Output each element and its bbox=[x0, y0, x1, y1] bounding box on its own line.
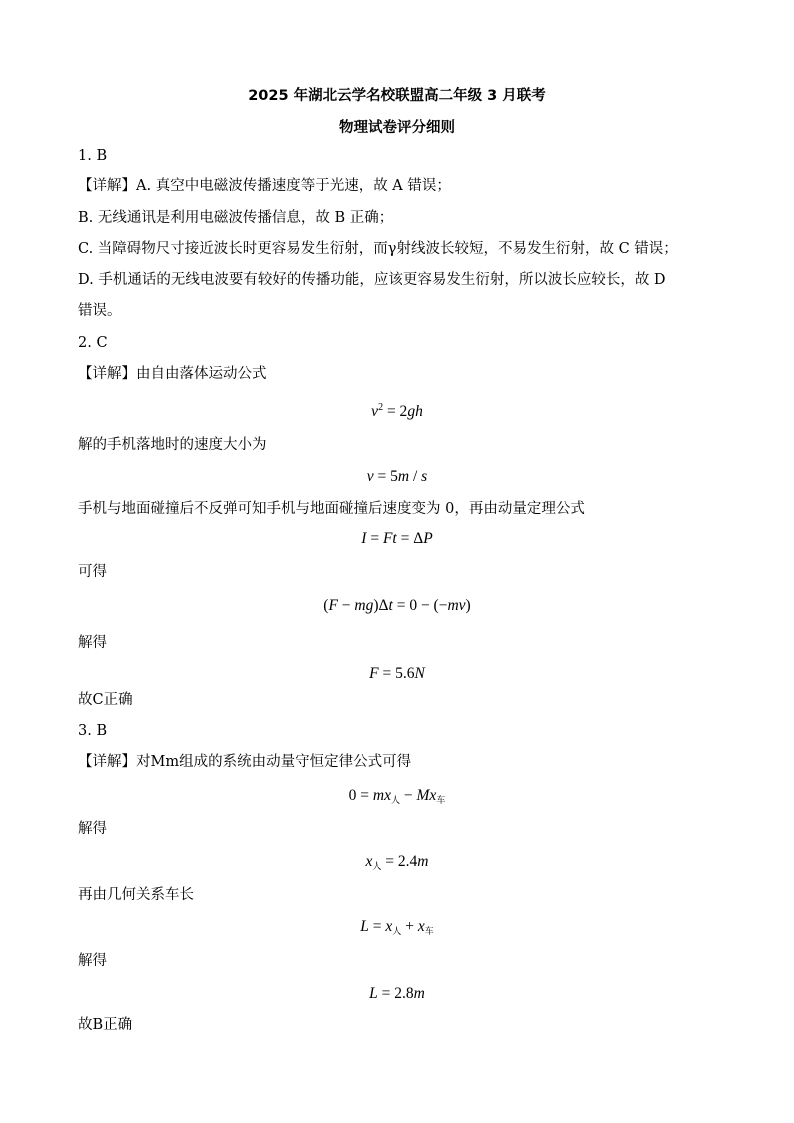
q1-explanation-line: 【详解】A. 真空中电磁波传播速度等于光速，故 A 错误； bbox=[78, 178, 451, 194]
q3-formula-person-displacement: $x_人 = 2.4m$ bbox=[365, 853, 429, 872]
q2-explanation-line: 手机与地面碰撞后不反弹可知手机与地面碰撞后速度变为 0，再由动量定理公式 bbox=[78, 501, 585, 517]
q2-explanation-line: 【详解】由自由落体运动公式 bbox=[78, 366, 267, 382]
exam-subtitle: 物理试卷评分细则 bbox=[339, 120, 455, 136]
q2-formula-result: F = 5.6N bbox=[369, 665, 425, 682]
q2-conclusion: 故C正确 bbox=[78, 692, 133, 708]
q1-explanation-line: D. 手机通话的无线电波要有较好的传播功能，应该更容易发生衍射，所以波长应较长，故 D bbox=[78, 272, 666, 288]
q3-explanation-line: 再由几何关系车长 bbox=[78, 887, 194, 903]
q2-formula-momentum: (F − mg)Δt = 0 − (−mv) bbox=[323, 597, 471, 614]
q3-formula-conservation: $0 = mx_人 - Mx_车$ bbox=[348, 787, 446, 806]
q3-explanation-line: 解得 bbox=[78, 953, 107, 969]
q1-explanation-line: C. 当障碍物尺寸接近波长时更容易发生衍射，而γ射线波长较短，不易发生衍射，故 C 错误； bbox=[78, 241, 678, 257]
q1-explanation-line: 错误。 bbox=[78, 303, 122, 319]
q2-explanation-line: 解得 bbox=[78, 635, 107, 651]
q2-explanation-line: 解的手机落地时的速度大小为 bbox=[78, 437, 267, 453]
q2-formula-velocity: v = 5m / s bbox=[366, 468, 428, 485]
q3-explanation-line: 解得 bbox=[78, 821, 107, 837]
q2-answer: 2. C bbox=[78, 335, 108, 351]
q3-answer: 3. B bbox=[78, 723, 108, 739]
q3-formula-result: L = 2.8m bbox=[369, 985, 425, 1002]
q3-conclusion: 故B正确 bbox=[78, 1017, 133, 1033]
q3-formula-car-length: $L = x_人 + x_车$ bbox=[360, 918, 434, 937]
q1-explanation-line: B. 无线通讯是利用电磁波传播信息，故 B 正确； bbox=[78, 210, 394, 226]
q1-answer: 1. B bbox=[78, 148, 108, 164]
q3-explanation-line: 【详解】对Mm组成的系统由动量守恒定律公式可得 bbox=[78, 754, 412, 770]
q2-explanation-line: 可得 bbox=[78, 564, 107, 580]
exam-title: 2025 年湖北云学名校联盟高二年级 3 月联考 bbox=[248, 88, 546, 104]
q2-formula-impulse: I = Ft = ΔP bbox=[361, 530, 433, 547]
q2-formula-free-fall: $v^2 = 2gh$ bbox=[371, 402, 423, 421]
